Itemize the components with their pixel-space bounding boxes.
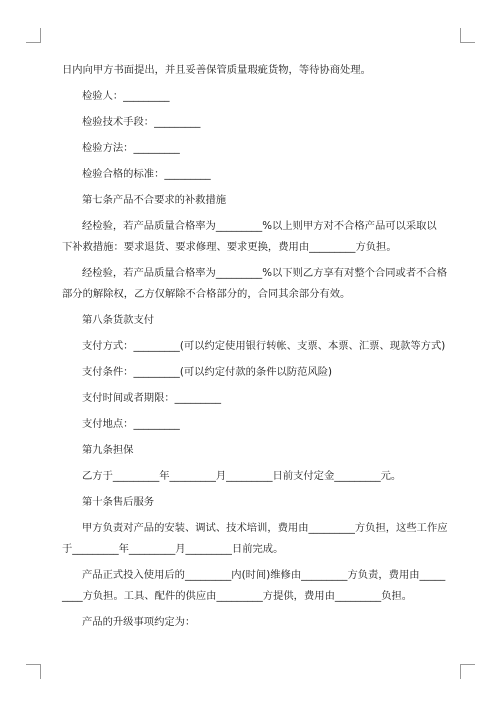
paragraph-text: 产品的升级事项约定为： — [82, 616, 196, 628]
paragraph — [62, 314, 444, 327]
paragraph — [62, 142, 444, 155]
paragraph-text: 第七条产品不合要求的补救措施 — [82, 194, 227, 206]
paragraph-text: 产品正式投入使用后的_________内(时间)维修由_________方负责，费用由_____ — [82, 569, 446, 581]
paragraph — [62, 392, 444, 405]
paragraph-text: 甲方负责对产品的安装、调试、技术培训，费用由_________方负担，这些工作应 — [82, 522, 448, 534]
paragraph — [62, 267, 448, 280]
paragraph-text: 检验技术手段：_________ — [82, 116, 201, 128]
paragraph-text: 支付条件：_________(可以约定付款的条件以防范风险) — [82, 366, 333, 378]
paragraph — [62, 220, 444, 233]
paragraph — [62, 470, 444, 483]
paragraph-text: 检验方法：_________ — [82, 142, 180, 154]
paragraph — [62, 288, 444, 301]
paragraph-text: 支付时间或者期限：_________ — [82, 392, 222, 404]
paragraph — [62, 64, 444, 77]
paragraph-text: 第八条货款支付 — [82, 314, 155, 326]
paragraph-text: 第九条担保 — [82, 444, 134, 456]
paragraph-text: 支付方式：_________(可以约定使用银行转帐、支票、本票、汇票、现款等方式) — [82, 340, 446, 352]
paragraph-text: 检验合格的标准：_________ — [82, 168, 211, 180]
paragraph-text: ____方负担。工具、配件的供应由_________方提供，费用由_________负担。 — [62, 590, 413, 602]
paragraph — [62, 168, 444, 181]
paragraph — [62, 366, 444, 379]
paragraph — [62, 616, 444, 629]
paragraph — [62, 590, 444, 603]
paragraph-text: 乙方于_________年_________月_________日前支付定金_________元。 — [82, 470, 402, 482]
paragraph-text: 第十条售后服务 — [82, 496, 155, 508]
paragraph-text: 日内向甲方书面提出，并且妥善保管质量瑕疵货物，等待协商处理。 — [62, 64, 371, 76]
crop-mark-top-right — [460, 28, 475, 43]
paragraph-text: 检验人：_________ — [82, 90, 170, 102]
paragraph — [62, 340, 444, 353]
paragraph — [62, 496, 444, 509]
paragraph-text: 部分的解除权，乙方仅解除不合格部分的，合同其余部分有效。 — [62, 288, 351, 300]
paragraph-text: 下补救措施：要求退货、要求修理、要求更换，费用由_________方负担。 — [62, 241, 397, 253]
paragraph — [62, 241, 444, 254]
paragraph-text: 于_________年_________月_________日前完成。 — [62, 543, 284, 555]
document-body — [62, 64, 448, 629]
paragraph — [62, 543, 444, 556]
paragraph-text: 经检验，若产品质量合格率为_________%以下则乙方享有对整个合同或者不合格 — [82, 267, 448, 279]
paragraph — [62, 90, 444, 103]
paragraph — [62, 418, 444, 431]
paragraph-text: 经检验，若产品质量合格率为_________%以上则甲方对不合格产品可以采取以 — [82, 220, 437, 232]
paragraph-text: 支付地点：_________ — [82, 418, 180, 430]
crop-mark-top-left — [26, 28, 41, 43]
paragraph — [62, 194, 444, 207]
crop-mark-bottom-right — [460, 664, 475, 679]
paragraph — [62, 522, 448, 535]
paragraph — [62, 569, 444, 582]
paragraph — [62, 444, 444, 457]
crop-mark-bottom-left — [26, 664, 41, 679]
paragraph — [62, 116, 444, 129]
